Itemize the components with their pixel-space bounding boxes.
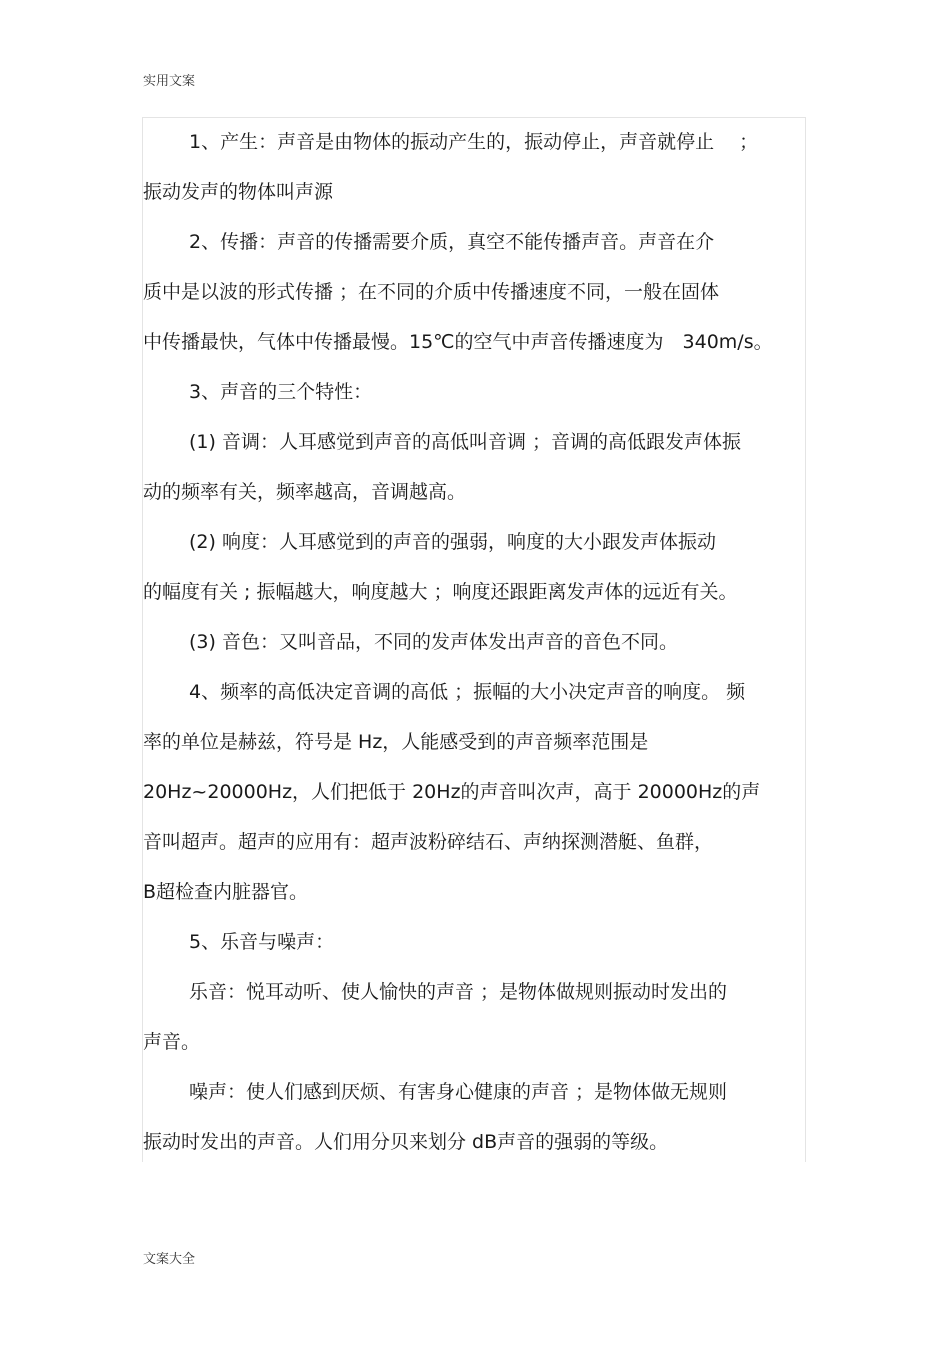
body-line-17: 5、乐音与噪声： [189,931,335,953]
body-line-18: 乐音：悦耳动听、使人愉快的声音 ；是物体做规则振动时发出的 [189,981,728,1003]
body-line-13: 率的单位是赫兹，符号是 Hz，人能感受到的声音频率范围是 [143,731,649,753]
body-line-2: 振动发声的物体叫声源 [143,181,334,203]
body-line-8: 动的频率有关，频率越高，音调越高。 [143,481,467,503]
body-line-10: 的幅度有关 ; 振幅越大，响度越大 ；响度还跟距离发声体的远近有关。 [143,581,738,603]
body-line-6: 3、声音的三个特性： [189,381,373,403]
body-line-12: 4、频率的高低决定音调的高低 ；振幅的大小决定声音的响度。 频 [189,681,746,703]
body-line-20: 噪声：使人们感到厌烦、有害身心健康的声音 ；是物体做无规则 [189,1081,728,1103]
body-line-3: 2、传播：声音的传播需要介质，真空不能传播声音。声音在介 [189,231,715,253]
body-line-16: B超检查内脏器官。 [143,881,309,903]
body-line-9: (2) 响度：人耳感觉到的声音的强弱，响度的大小跟发声体振动 [189,531,716,553]
body-line-7: (1) 音调：人耳感觉到声音的高低叫音调 ；音调的高低跟发声体振 [189,431,741,453]
body-line-15: 音叫超声。超声的应用有：超声波粉碎结石、声纳探测潜艇、鱼群， [143,831,714,853]
body-line-19: 声音。 [143,1031,201,1053]
body-line-21: 振动时发出的声音。人们用分贝来划分 dB声音的强弱的等级。 [143,1131,669,1153]
body-line-11: (3) 音色：又叫音品，不同的发声体发出声音的音色不同。 [189,631,678,653]
page-footer: 文案大全 [143,1252,196,1267]
body-line-14: 20Hz~20000Hz，人们把低于 20Hz的声音叫次声，高于 20000Hz的声 [143,781,761,803]
body-line-4: 质中是以波的形式传播 ；在不同的介质中传播速度不同，一般在固体 [143,281,720,303]
body-line-1: 1、产生：声音是由物体的振动产生的，振动停止，声音就停止 ； [189,131,759,153]
body-line-5: 中传播最快，气体中传播最慢。15℃的空气中声音传播速度为 340m/s。 [143,331,773,353]
page-header: 实用文案 [143,74,196,89]
